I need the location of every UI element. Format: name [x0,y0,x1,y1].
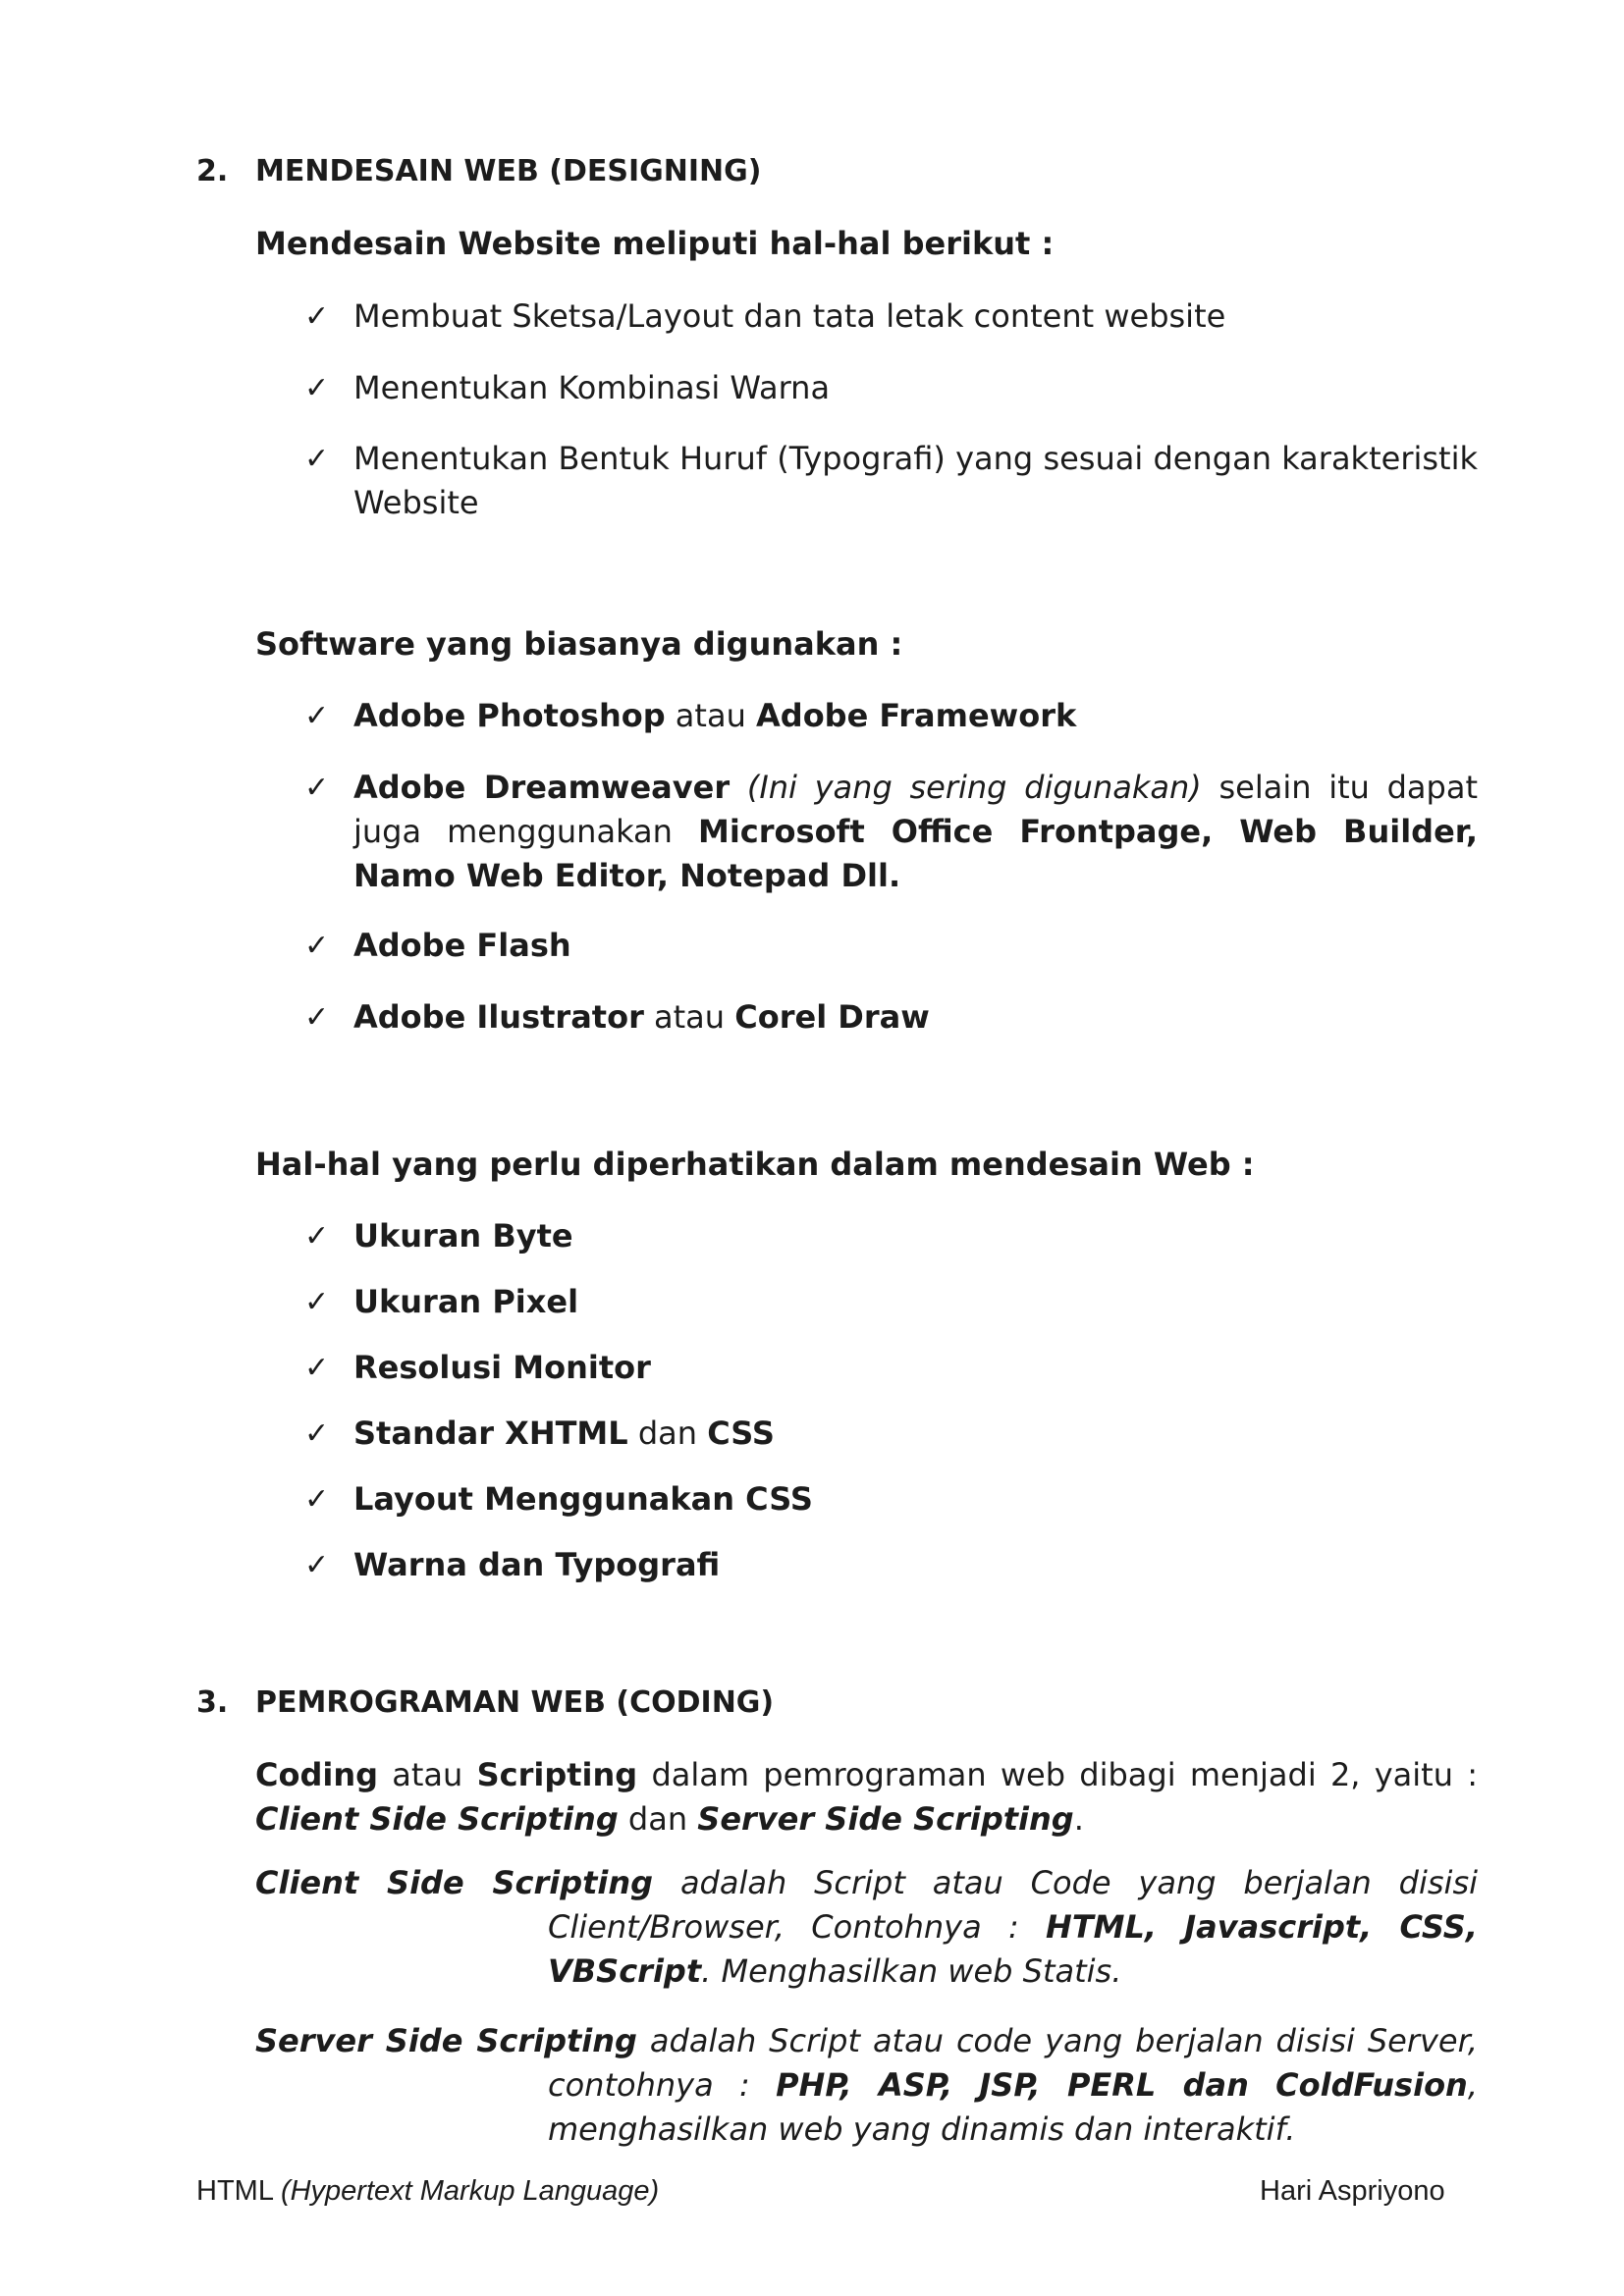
checkmark-icon: ✓ [304,1482,330,1517]
list-item-text: Warna dan Typografi [353,1546,721,1583]
list-item [304,766,1478,898]
list-item [304,1543,1478,1587]
client-side-definition [255,1861,1478,1994]
list-item [304,924,1478,968]
list-item [304,694,1478,738]
section-3-title: PEMROGRAMAN WEB (CODING) [255,1685,775,1720]
checkmark-icon: ✓ [304,299,330,334]
list-item-text: Ukuran Byte [353,1217,573,1255]
client-side-lead: Client Side Scripting adalah Script atau Code yang berjalan disisi [255,1864,1479,1901]
list-item [304,1412,1478,1456]
list-item-text: Ukuran Pixel [353,1283,579,1320]
footer-document-title: HTML (Hypertext Markup Language) [196,2175,660,2207]
client-side-rest: Client/Browser, Contohnya : HTML, Javascript, CSS, VBScript. Menghasilkan web Statis. [548,1908,1479,1990]
footer-author: Hari Aspriyono [1260,2175,1445,2207]
section-2-heading [196,154,762,188]
list-item [304,1477,1478,1522]
checkmark-icon: ✓ [304,442,330,476]
server-side-rest: contohnya : PHP, ASP, JSP, PERL dan ColdFusion, menghasilkan web yang dinamis dan interaktif. [548,2066,1479,2148]
section-2-title: MENDESAIN WEB (DESIGNING) [255,154,762,188]
checkmark-icon: ✓ [304,929,330,963]
list-item-text: Resolusi Monitor [353,1349,651,1386]
checkmark-icon: ✓ [304,699,330,733]
coding-intro: Coding atau Scripting dalam pemrograman web dibagi menjadi 2, yaitu : Client Side Scripting dan Server Side Scripting. [255,1756,1479,1838]
list-item [304,995,1478,1040]
checkmark-icon: ✓ [304,1416,330,1451]
section-3-heading [196,1685,774,1720]
checkmark-icon: ✓ [304,1000,330,1035]
checkmark-icon: ✓ [304,771,330,805]
section-2-number: 2. [196,154,229,188]
list-item [304,1346,1478,1390]
section-3-number: 3. [196,1685,229,1720]
software-title: Software yang biasanya digunakan : [255,625,903,663]
notes-title: Hal-hal yang perlu diperhatikan dalam mendesain Web : [255,1146,1255,1183]
checkmark-icon: ✓ [304,1219,330,1254]
list-item [304,437,1478,525]
checkmark-icon: ✓ [304,1351,330,1385]
list-item-text: Menentukan Kombinasi Warna [353,369,831,406]
checkmark-icon: ✓ [304,1285,330,1319]
list-item-text: Menentukan Bentuk Huruf (Typografi) yang sesuai dengan karakteristik Website [353,440,1478,521]
list-item-text: Adobe Flash [353,927,571,964]
checkmark-icon: ✓ [304,1548,330,1582]
server-side-lead: Server Side Scripting adalah Script atau code yang berjalan disisi Server, [255,2022,1479,2059]
list-item-text: Adobe Ilustrator atau Corel Draw [353,998,930,1036]
server-side-definition [255,2019,1478,2152]
list-item-text: Layout Menggunakan CSS [353,1480,813,1518]
checkmark-icon: ✓ [304,371,330,405]
list-item [304,1214,1478,1258]
list-item [304,294,1478,339]
list-item-text: Adobe Photoshop atau Adobe Framework [353,697,1077,734]
list-item [304,1280,1478,1324]
list-item-text: Standar XHTML dan CSS [353,1415,775,1452]
list-item [304,366,1478,410]
list-item-text: Adobe Dreamweaver (Ini yang sering digunakan) selain itu dapat juga menggunakan Microsoft Office Frontpage, Web Builder, Namo Web Editor, Notepad Dll. [353,769,1479,894]
design-intro: Mendesain Website meliputi hal-hal berikut : [255,225,1055,262]
list-item-text: Membuat Sketsa/Layout dan tata letak content website [353,297,1226,335]
